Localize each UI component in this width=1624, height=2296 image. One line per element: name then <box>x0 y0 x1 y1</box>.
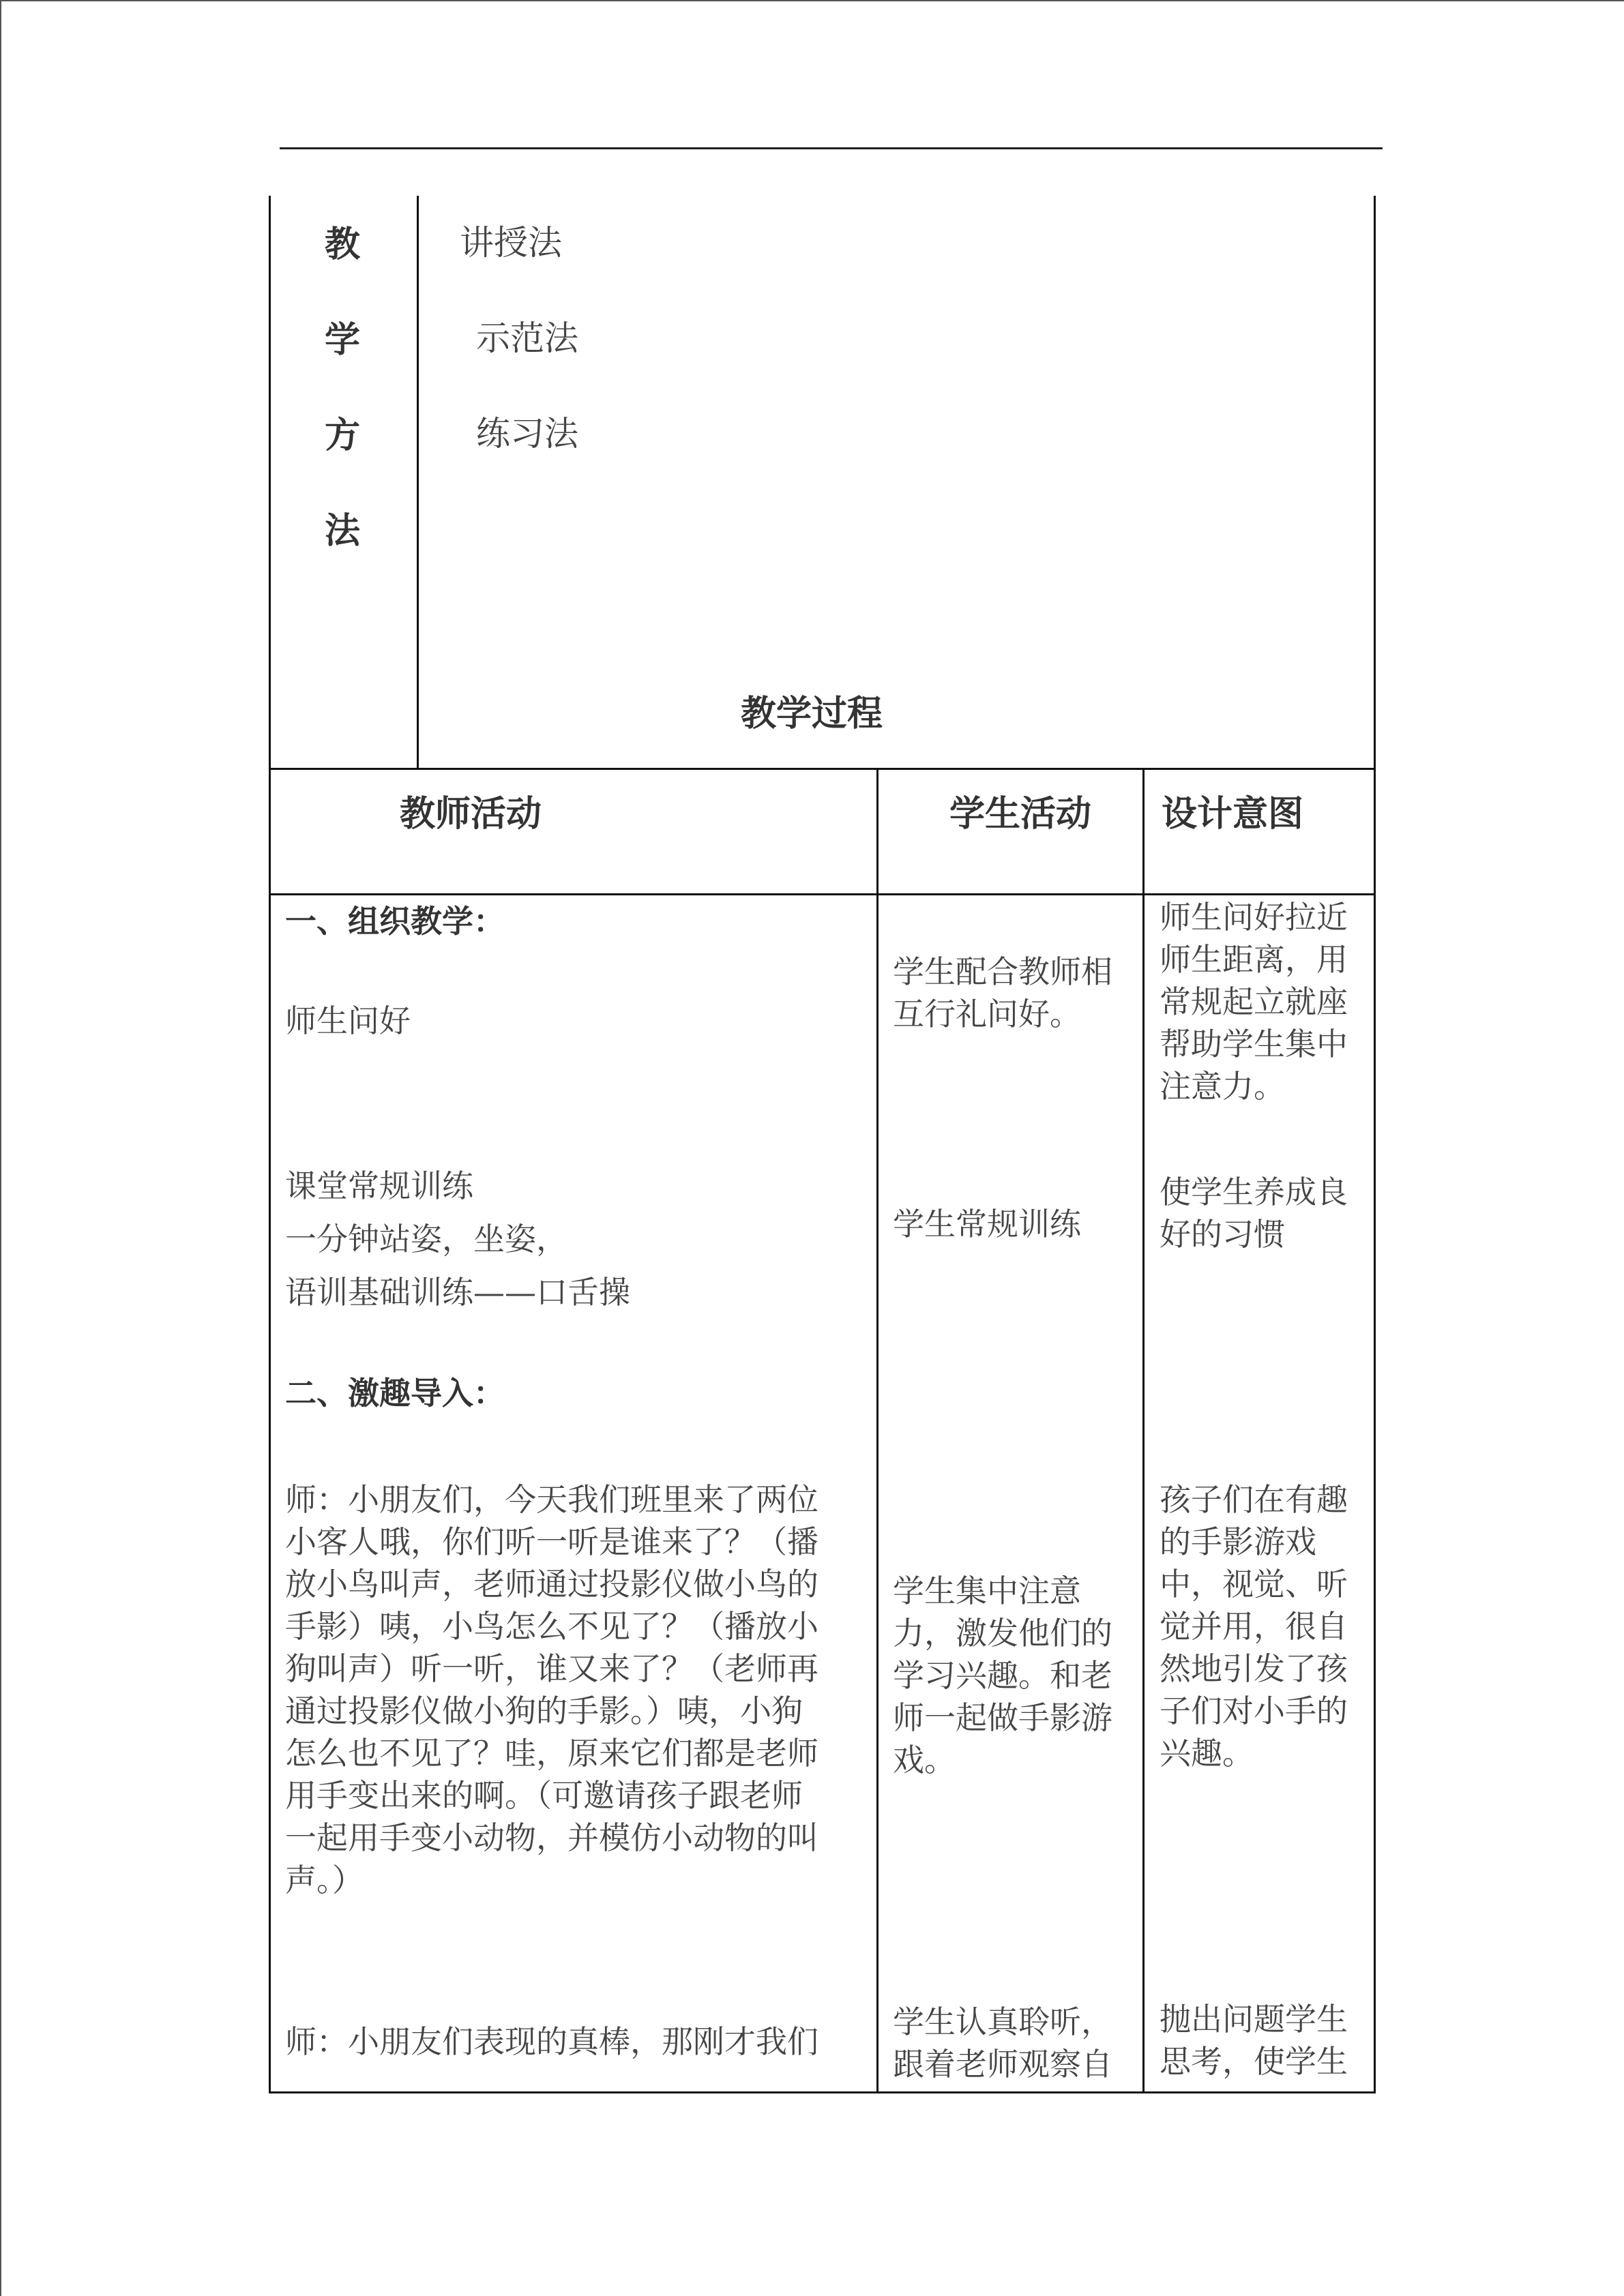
table-line <box>876 768 879 2093</box>
text-line: 课堂常规训练 <box>285 1167 473 1204</box>
header-design-intent: 设计意图 <box>1162 793 1304 835</box>
methods-label-char: 方 <box>324 415 360 456</box>
text-line: 师：小朋友们，今天我们班里来了两位 <box>285 1481 818 1518</box>
text-line: 帮助学生集中 <box>1160 1026 1348 1062</box>
text-line: 一分钟站姿，坐姿， <box>285 1221 567 1257</box>
text-line: 狗叫声）听一听，谁又来了？（老师再 <box>285 1650 818 1687</box>
table-line <box>269 893 1376 895</box>
text-line: 用手变出来的啊。（可邀请孩子跟老师 <box>285 1777 803 1814</box>
text-line: 的手影游戏 <box>1160 1523 1316 1560</box>
teacher-routine <box>285 1159 630 1319</box>
student-greeting <box>893 951 1112 1035</box>
text-line: 戏。 <box>893 1742 956 1778</box>
table-line <box>1142 768 1145 2093</box>
methods-label-char: 法 <box>324 510 360 552</box>
text-line: 师一起做手影游 <box>893 1699 1112 1736</box>
text-line: 小客人哦，你们听一听是谁来了？（播 <box>285 1523 818 1560</box>
text-line: 怎么也不见了？哇，原来它们都是老师 <box>285 1735 818 1772</box>
text-line: 学习兴趣。和老 <box>893 1657 1112 1694</box>
text-line: 然地引发了孩 <box>1160 1650 1348 1687</box>
text-line: 学生认真聆听， <box>893 2003 1112 2040</box>
text-line: 好的习惯 <box>1160 1216 1285 1253</box>
text-line: 学生集中注意 <box>893 1572 1081 1609</box>
section-heading-intro: 二、激趣导入： <box>285 1375 505 1412</box>
text-line: 互行礼问好。 <box>893 996 1081 1032</box>
teacher-greeting: 师生问好 <box>285 1002 411 1039</box>
header-student-activity: 学生活动 <box>949 793 1092 835</box>
text-line: 中，视觉、听 <box>1160 1566 1348 1602</box>
header-rule <box>280 147 1383 149</box>
text-line: 跟着老师观察自 <box>893 2046 1112 2083</box>
text-line: 觉并用，很自 <box>1160 1608 1348 1645</box>
text-line: 通过投影仪做小狗的手影。）咦，小狗 <box>285 1693 803 1729</box>
text-line: 抛出问题学生 <box>1160 2001 1348 2038</box>
text-line: 孩子们在有趣 <box>1160 1481 1348 1518</box>
text-line: 兴趣。 <box>1160 1735 1254 1772</box>
text-line: 放小鸟叫声，老师通过投影仪做小鸟的 <box>285 1566 818 1602</box>
text-line: 常规起立就座 <box>1160 983 1348 1020</box>
process-title: 教学过程 <box>741 693 883 734</box>
text-line: 子们对小手的 <box>1160 1693 1348 1729</box>
text-line: 手影）咦，小鸟怎么不见了？（播放小 <box>285 1608 818 1645</box>
table-line <box>1374 196 1376 2093</box>
text-line: 注意力。 <box>1160 1068 1285 1105</box>
text-line: 声。） <box>285 1862 364 1898</box>
intent-next <box>1160 1998 1348 2083</box>
method-item: 练习法 <box>476 414 578 453</box>
methods-label-char: 学 <box>324 319 360 361</box>
text-line: 一起用手变小动物，并模仿小动物的叫 <box>285 1819 818 1856</box>
text-line: 师生问好拉近 <box>1160 899 1348 936</box>
text-line: 力，激发他们的 <box>893 1615 1112 1652</box>
section-heading-organize: 一、组织教学： <box>285 903 505 940</box>
student-next <box>893 2001 1112 2085</box>
methods-label-char: 教 <box>324 224 360 265</box>
table-line <box>417 196 419 769</box>
intent-routine <box>1160 1171 1348 1255</box>
student-routine: 学生常规训练 <box>893 1206 1081 1242</box>
table-line <box>269 768 1376 770</box>
header-teacher-activity: 教师活动 <box>400 793 542 835</box>
text-line: 使学生养成良 <box>1160 1174 1348 1210</box>
text-line: 学生配合教师相 <box>893 953 1112 990</box>
table-line <box>269 2091 1376 2093</box>
intent-greeting <box>1160 896 1348 1107</box>
text-line: 师生距离，用 <box>1160 941 1348 978</box>
teacher-next: 师：小朋友们表现的真棒，那刚才我们 <box>285 2023 818 2060</box>
method-item: 讲授法 <box>460 223 562 263</box>
intent-intro <box>1160 1478 1348 1774</box>
teacher-intro <box>285 1478 818 1901</box>
table-line <box>269 196 271 2093</box>
student-intro <box>893 1570 1112 1781</box>
method-item: 示范法 <box>476 318 578 358</box>
text-line: 思考，使学生 <box>1160 2043 1348 2080</box>
text-line: 语训基础训练——口舌操 <box>285 1274 630 1311</box>
